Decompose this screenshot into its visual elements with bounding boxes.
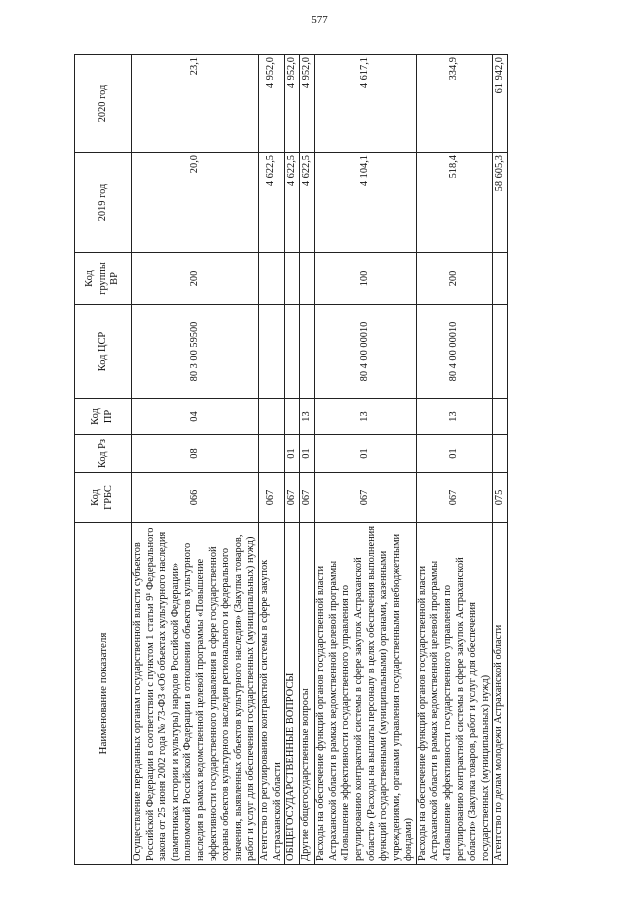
row-csr (493, 305, 508, 399)
header-csr: Код ЦСР (75, 305, 132, 399)
row-rz (258, 435, 284, 473)
header-grbs: Код ГРБС (75, 473, 132, 523)
row-rz: 01 (315, 435, 417, 473)
row-pr: 13 (416, 399, 493, 435)
row-2020: 23,1 (132, 55, 259, 153)
header-rz: Код Рз (75, 435, 132, 473)
row-name: Агентство по делам молодежи Астраханской области (493, 523, 508, 865)
row-name: Другие общегосударственные вопросы (300, 523, 315, 865)
table-row (315, 55, 417, 865)
row-vr (493, 253, 508, 305)
row-vr: 200 (132, 253, 259, 305)
row-csr: 80 3 00 59500 (132, 305, 259, 399)
table-row (285, 55, 300, 865)
row-rz: 08 (132, 435, 259, 473)
row-grbs: 075 (493, 473, 508, 523)
row-grbs: 067 (300, 473, 315, 523)
row-csr: 80 4 00 00010 (315, 305, 417, 399)
header-vr: Код группы ВР (75, 253, 132, 305)
row-pr: 13 (300, 399, 315, 435)
row-2019: 20,0 (132, 153, 259, 253)
row-2020: 61 942,0 (493, 55, 508, 153)
row-vr: 100 (315, 253, 417, 305)
row-2020: 4 617,1 (315, 55, 417, 153)
row-grbs: 066 (132, 473, 259, 523)
header-row (75, 55, 132, 865)
row-rz: 01 (300, 435, 315, 473)
row-csr (285, 305, 300, 399)
row-2019: 4 622,5 (258, 153, 284, 253)
row-pr: 13 (315, 399, 417, 435)
row-rz: 01 (285, 435, 300, 473)
row-csr (258, 305, 284, 399)
row-2020: 4 952,0 (258, 55, 284, 153)
row-vr (258, 253, 284, 305)
row-name: Расходы на обеспечение функций органов государственной власти Астраханской области в рамках ведомственной целевой программы «Повышение эффективности государственного управления по регулированию контрактной системы в сфере закупок Астраханской области» (Расходы на выплаты персоналу в целях обеспечения выполнения функций государственными (муниципальными) органами, казенными учреждениями, органами управления государственными внебюджетными фондами) (315, 523, 417, 865)
row-rz (493, 435, 508, 473)
row-rz: 01 (416, 435, 493, 473)
row-2020: 334,9 (416, 55, 493, 153)
header-name: Наименование показателя (75, 523, 132, 865)
row-name: Осуществление переданных органам государственной власти субъектов Российской Федерации в соответствии с пунктом 1 статьи 9¹ Федерального закона от 25 июня 2002 года № 73-ФЗ «Об объектах культурного наследия (памятниках истории и культуры) народов Российской Федерации» полномочий Российской Федерации в отношении объектов культурного наследия в рамках ведомственной целевой программы «Повышение эффективности государственного управления в сфере государственной охраны объектов культурного наследия регионального и федерального значения, выявленных объектов культурного наследия» (Закупка товаров, работ и услуг для обеспечения государственных (муниципальных) нужд) (132, 523, 259, 865)
row-pr: 04 (132, 399, 259, 435)
row-2020: 4 952,0 (285, 55, 300, 153)
row-name: ОБЩЕГОСУДАРСТВЕННЫЕ ВОПРОСЫ (285, 523, 300, 865)
table-row (300, 55, 315, 865)
row-2019: 518,4 (416, 153, 493, 253)
row-pr (493, 399, 508, 435)
row-csr: 80 4 00 00010 (416, 305, 493, 399)
row-name: Расходы на обеспечение функций органов государственной власти Астраханской области в рамках ведомственной целевой программы «Повышение эффективности государственного управления по регулированию контрактной системы в сфере закупок Астраханской области» (Закупка товаров, работ и услуг для обеспечения государственных (муниципальных) нужд) (416, 523, 493, 865)
table-row (416, 55, 493, 865)
row-vr (300, 253, 315, 305)
row-pr (258, 399, 284, 435)
header-2020: 2020 год (75, 55, 132, 153)
row-name: Агентство по регулированию контрактной системы в сфере закупок Астраханской области (258, 523, 284, 865)
row-vr: 200 (416, 253, 493, 305)
row-grbs: 067 (416, 473, 493, 523)
budget-table-container (74, 55, 614, 865)
table-row (132, 55, 259, 865)
row-2019: 4 104,1 (315, 153, 417, 253)
row-grbs: 067 (315, 473, 417, 523)
row-vr (285, 253, 300, 305)
header-2019: 2019 год (75, 153, 132, 253)
row-2019: 4 622,5 (285, 153, 300, 253)
row-pr (285, 399, 300, 435)
header-pr: Код ПР (75, 399, 132, 435)
page-number: 577 (311, 14, 328, 26)
row-2020: 4 952,0 (300, 55, 315, 153)
row-grbs: 067 (285, 473, 300, 523)
row-grbs: 067 (258, 473, 284, 523)
row-2019: 58 605,3 (493, 153, 508, 253)
row-csr (300, 305, 315, 399)
budget-table (74, 54, 508, 865)
row-2019: 4 622,5 (300, 153, 315, 253)
table-row (493, 55, 508, 865)
table-row (258, 55, 284, 865)
